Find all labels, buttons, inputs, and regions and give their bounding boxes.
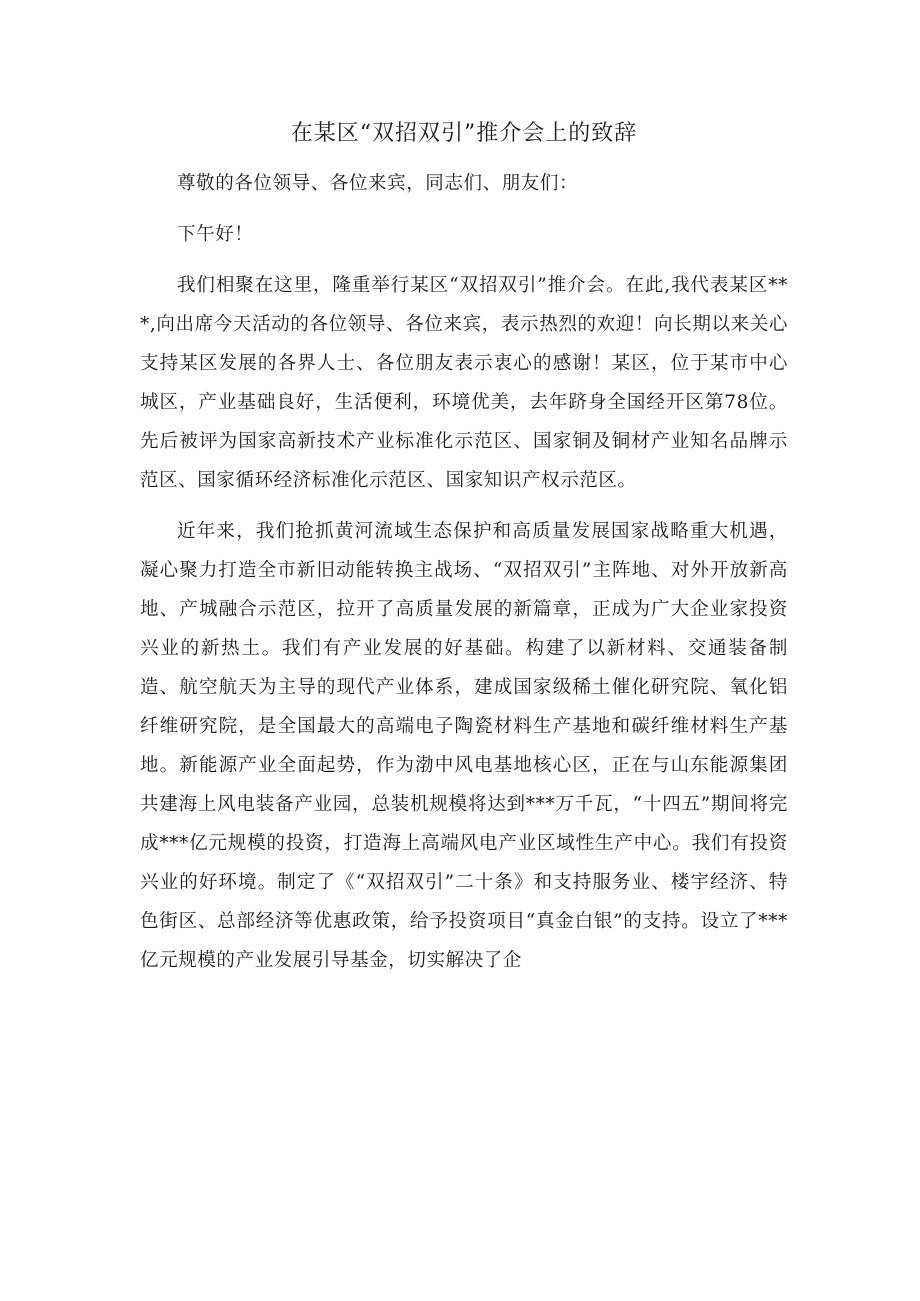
intro-paragraph: 我们相聚在这里，隆重举行某区“双招双引”推介会。在此,我代表某区***,向出席今天活动的各位领导、各位来宾，表示热烈的欢迎！向长期以来关心支持某区发展的各界人士、各位朋友表示衷心的感谢！某区，位于某市中心城区，产业基础良好，生活便利，环境优美，去年跻身全国经开区第78位。先后被评为国家高新技术产业标准化示范区、国家铜及铜材产业知名品牌示范区、国家循环经济标准化示范区、国家知识产权示范区。 bbox=[140, 275, 788, 491]
document-body bbox=[140, 114, 788, 992]
greeting-paragraph: 下午好！ bbox=[177, 224, 254, 245]
document-title: 在某区“双招双引”推介会上的致辞 bbox=[290, 121, 638, 146]
salutation-paragraph: 尊敬的各位领导、各位来宾，同志们、朋友们： bbox=[177, 173, 579, 194]
development-paragraph: 近年来，我们抢抓黄河流域生态保护和高质量发展国家战略重大机遇，凝心聚力打造全市新旧动能转换主战场、“双招双引”主阵地、对外开放新高地、产城融合示范区，拉开了高质量发展的新篇章，正成为广大企业家投资兴业的新热土。我们有产业发展的好基础。构建了以新材料、交通装备制造、航空航天为主导的现代产业体系，建成国家级稀土催化研究院、氧化铝纤维研究院，是全国最大的高端电子陶瓷材料生产基地和碳纤维材料生产基地。新能源产业全面起势，作为渤中风电基地核心区，正在与山东能源集团共建海上风电装备产业园，总装机规模将达到***万千瓦，“十四五”期间将完成***亿元规模的投资，打造海上高端风电产业区域性生产中心。我们有投资兴业的好环境。制定了《“双招双引”二十条》和支持服务业、楼宇经济、特色街区、总部经济等优惠政策，给予投资项目“真金白银”的支持。设立了***亿元规模的产业发展引导基金，切实解决了企 bbox=[140, 521, 788, 971]
